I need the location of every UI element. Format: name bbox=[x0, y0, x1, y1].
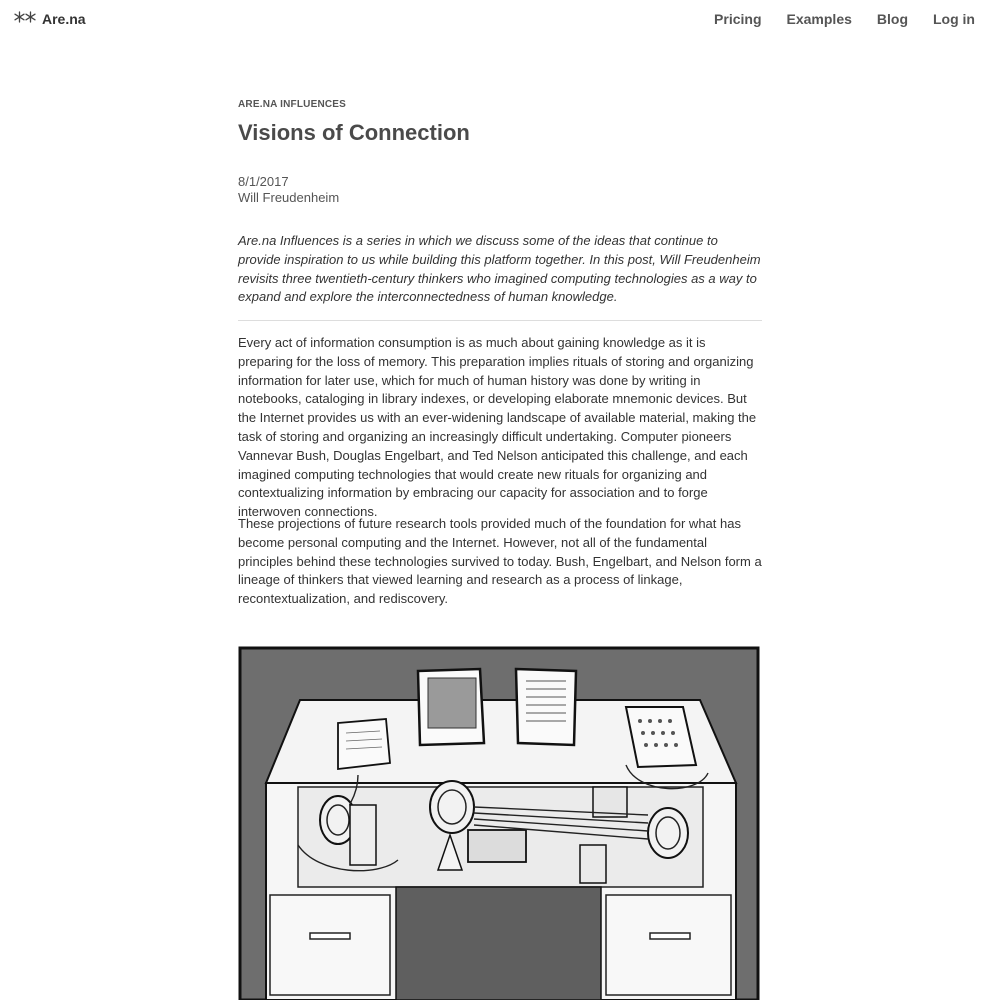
nav-pricing-link[interactable]: Pricing bbox=[714, 11, 762, 27]
top-navigation bbox=[0, 0, 1000, 38]
article-intro: Are.na Influences is a series in which we discuss some of the ideas that continue to provide inspiration to us while building this platform together. In this post, Will Freudenheim revisits three twentieth-century thinkers who imagined computing technologies as a way to expand and explore the interconnectedness of human knowledge. bbox=[238, 233, 761, 305]
arena-logo-icon bbox=[14, 10, 36, 28]
article-date: 8/1/2017 bbox=[238, 174, 289, 189]
divider bbox=[238, 320, 762, 321]
nav-blog-link[interactable]: Blog bbox=[876, 11, 908, 27]
brand-name: Are.na bbox=[42, 11, 86, 27]
memex-illustration-figure bbox=[238, 645, 760, 1000]
nav-login-link[interactable]: Log in bbox=[933, 11, 975, 27]
main-nav bbox=[714, 11, 975, 27]
article-title: Visions of Connection bbox=[238, 120, 470, 145]
article-meta bbox=[238, 174, 339, 206]
article-author: Will Freudenheim bbox=[238, 190, 340, 205]
paragraph: Every act of information consumption is as much about gaining knowledge as it is preparing for the loss of memory. This preparation implies rituals of storing and organizing information for later use, which for much of human history was done by writing in notebooks, cataloging in library indexes, or developing elaborate mnemonic devices. But the Internet provides us with an ever-widening landscape of available material, making the task of storing and organizing an increasingly difficult undertaking. Computer pioneers Vannevar Bush, Douglas Engelbart, and Ted Nelson anticipated this challenge, and each imagined computing technologies that would create new rituals for organizing and contextualizing information by embracing our capacity for association and to forge interwoven connections. bbox=[238, 335, 757, 520]
paragraph: These projections of future research tools provided much of the foundation for what has become personal computing and the Internet. However, not all of the fundamental principles behind these technologies survived to today. Bush, Engelbart, and Nelson form a lineage of thinkers that viewed learning and research as a process of linkage, recontextualization, and rediscovery. bbox=[238, 516, 762, 607]
memex-desk-illustration bbox=[238, 645, 760, 1000]
brand-link[interactable] bbox=[14, 10, 86, 28]
nav-examples-link[interactable]: Examples bbox=[786, 11, 852, 27]
series-kicker: ARE.NA INFLUENCES bbox=[238, 99, 347, 110]
